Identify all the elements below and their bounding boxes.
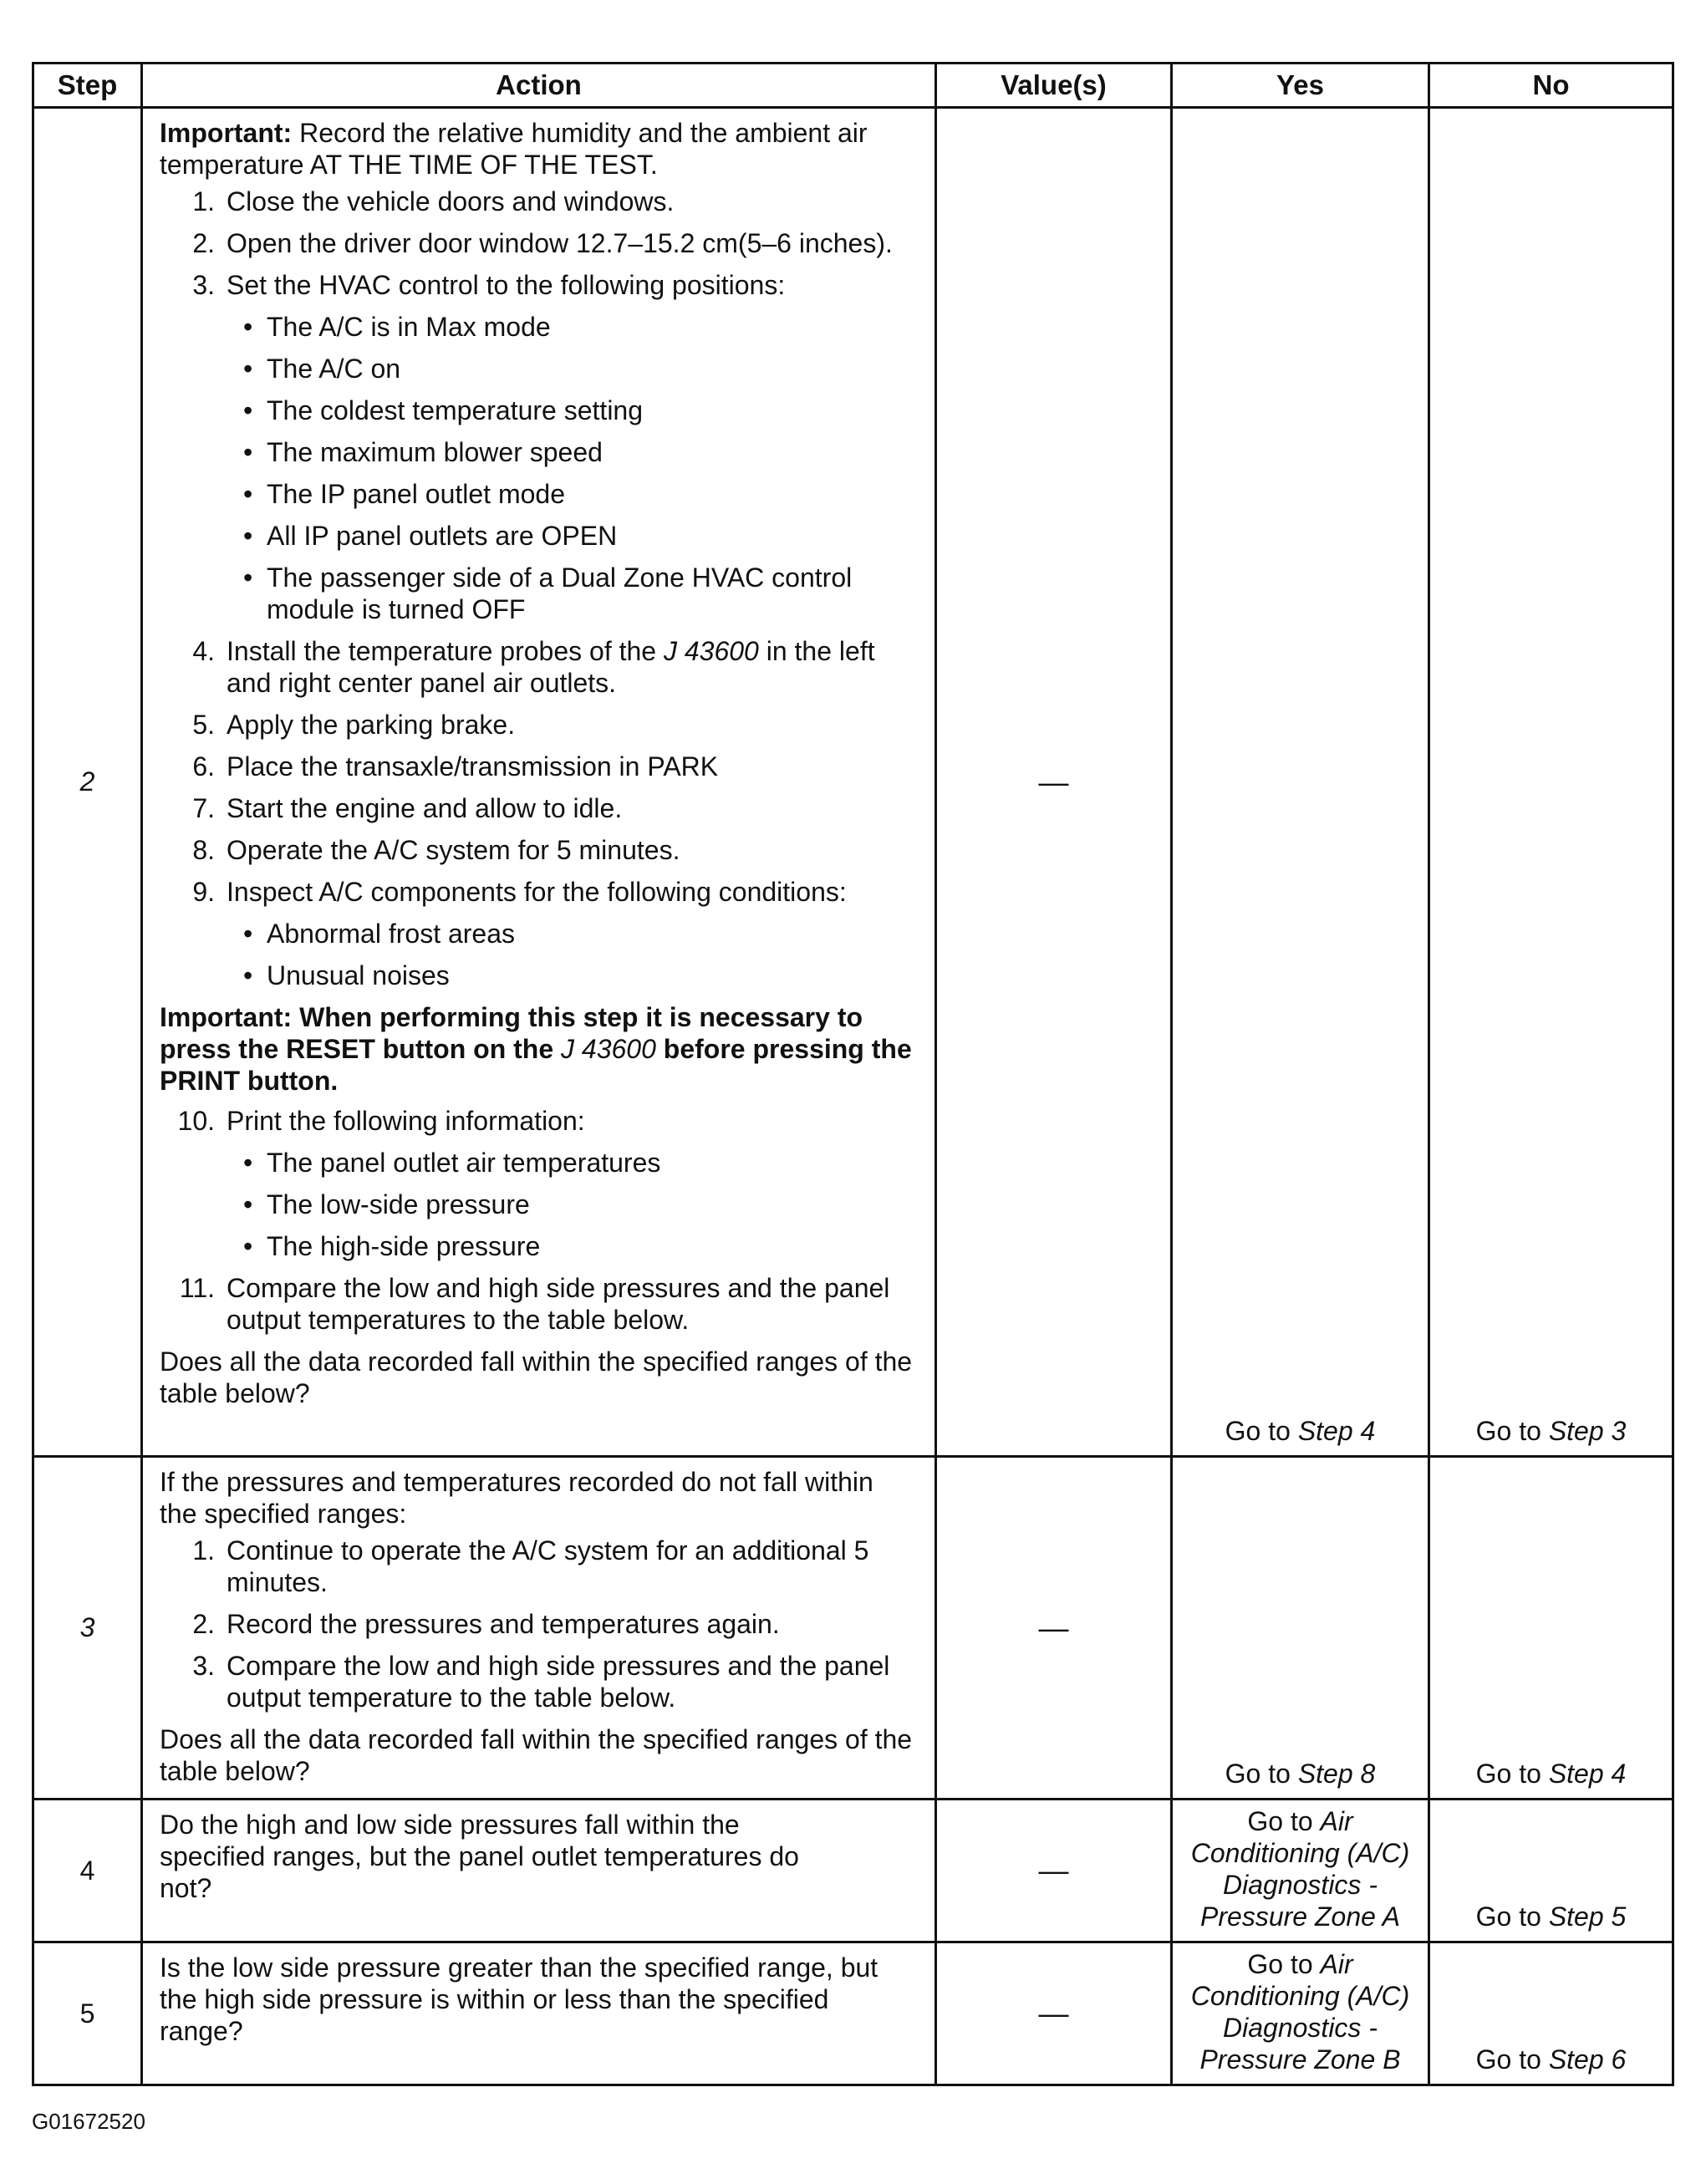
important-text: Record the relative humidity and the ambient air temperature AT THE TIME OF THE TEST. — [160, 118, 868, 180]
list-item: 2. Open the driver door window 12.7–15.2 cm(5–6 inches). — [192, 228, 893, 258]
inspection-conditions-list — [227, 918, 916, 991]
header-values: Value(s) — [936, 64, 1172, 108]
step-link[interactable]: Step 5 — [1548, 1901, 1627, 1932]
no-cell — [1429, 1457, 1673, 1800]
value-cell: — — [936, 108, 1172, 1457]
list-item: 3. Set the HVAC control to the following positions: • The A/C is in Max mode • The A/C on • The coldest temperature setting • The maximum blower speed • The IP panel outlet mode • All IP panel outlets are OPEN • The passenger side of a Dual Zone HVAC control module is turned OFF — [160, 269, 916, 625]
table-row-step-2 — [33, 108, 1673, 1457]
list-item: • Unusual noises — [227, 960, 916, 991]
important-text: before pressing the PRINT button. — [160, 1034, 912, 1096]
important-note — [160, 117, 916, 181]
diagnostic-step-table — [32, 62, 1674, 2086]
go-to-text: Go to — [1225, 1759, 1298, 1789]
figure-code: G01672520 — [32, 2109, 145, 2134]
action-cell — [142, 108, 936, 1457]
diagnostic-table-sheet — [32, 62, 1672, 2086]
question-text: Do the high and low side pressures fall within the specified ranges, but the panel outlet temperatures do not? — [160, 1810, 799, 1903]
step-text: Record the pressures and temperatures again. — [227, 1609, 780, 1639]
value-cell: — — [936, 1457, 1172, 1800]
step-text: Open the driver door window 12.7–15.2 cm(5–6 inches). — [227, 228, 893, 258]
tool-reference: J 43600 — [663, 636, 759, 666]
question-text: Does all the data recorded fall within the specified ranges of the table below? — [160, 1724, 913, 1786]
action-cell — [142, 1800, 936, 1942]
table-row-step-3 — [33, 1457, 1673, 1800]
list-item: • The panel outlet air temperatures — [227, 1147, 916, 1179]
list-item: 8. Operate the A/C system for 5 minutes. — [192, 835, 680, 865]
important-note — [160, 1001, 916, 1097]
step-link[interactable]: Step 4 — [1297, 1416, 1376, 1446]
list-item: 9. Inspect A/C components for the following conditions: • Abnormal frost areas • Unusual noises — [160, 876, 916, 991]
table-row-step-5 — [33, 1942, 1673, 2085]
intro-text: If the pressures and temperatures recorded do not fall within the specified ranges: — [160, 1467, 873, 1529]
step-link[interactable]: Step 8 — [1297, 1759, 1376, 1789]
list-item: 1. Close the vehicle doors and windows. — [192, 186, 675, 216]
list-item: • Abnormal frost areas — [227, 918, 916, 949]
hvac-settings-list — [227, 311, 916, 625]
important-label: Important: — [160, 1002, 293, 1032]
no-cell — [1429, 1800, 1673, 1942]
step-text: Print the following information: — [227, 1106, 585, 1136]
header-action: Action — [142, 64, 936, 108]
list-item: 3. Compare the low and high side pressures and the panel output temperature to the table below. — [192, 1651, 890, 1713]
list-item: • The coldest temperature setting — [227, 395, 916, 426]
step-link[interactable]: Step 4 — [1548, 1759, 1627, 1789]
no-cell — [1429, 108, 1673, 1457]
step-number: 4 — [33, 1800, 142, 1942]
header-step: Step — [33, 64, 142, 108]
list-item: 2. Record the pressures and temperatures again. — [192, 1609, 780, 1639]
yes-cell — [1172, 108, 1429, 1457]
no-cell — [1429, 1942, 1673, 2085]
step-number: 5 — [33, 1942, 142, 2085]
list-item: 1. Continue to operate the A/C system for an additional 5 minutes. — [192, 1535, 869, 1597]
yes-cell — [1172, 1800, 1429, 1942]
list-item: • The high-side pressure — [227, 1230, 916, 1262]
tool-reference: J 43600 — [561, 1034, 656, 1064]
important-label: Important: — [160, 118, 293, 148]
list-item: • The A/C is in Max mode — [227, 311, 916, 343]
step-text: Install the temperature probes of the — [227, 636, 664, 666]
go-to-text: Go to — [1247, 1806, 1321, 1836]
step-text: Start the engine and allow to idle. — [227, 793, 623, 823]
list-item: 5. Apply the parking brake. — [192, 710, 516, 740]
list-item: 11. Compare the low and high side pressures and the panel output temperatures to the table below. — [179, 1273, 890, 1335]
action-cell — [142, 1457, 936, 1800]
go-to-text: Go to — [1475, 1901, 1549, 1932]
value-cell: — — [936, 1800, 1172, 1942]
yes-cell — [1172, 1457, 1429, 1800]
list-item: • The low-side pressure — [227, 1189, 916, 1220]
step-text: Apply the parking brake. — [227, 710, 516, 740]
diagnostics-link[interactable]: Air Conditioning (A/C) Diagnostics - Pressure Zone A — [1190, 1806, 1410, 1932]
list-item: • All IP panel outlets are OPEN — [227, 520, 916, 552]
go-to-text: Go to — [1247, 1949, 1321, 1979]
important-text: When performing this step it is necessary to press the RESET button on the — [160, 1002, 863, 1064]
header-no: No — [1429, 64, 1673, 108]
step-text: Continue to operate the A/C system for an additional 5 minutes. — [227, 1535, 869, 1597]
print-info-list — [227, 1147, 916, 1262]
header-yes: Yes — [1172, 64, 1429, 108]
diagnostics-link[interactable]: Air Conditioning (A/C) Diagnostics - Pressure Zone B — [1190, 1949, 1410, 2075]
table-header-row — [33, 64, 1673, 108]
go-to-text: Go to — [1225, 1416, 1298, 1446]
step-text: Close the vehicle doors and windows. — [227, 186, 675, 216]
list-item: • The maximum blower speed — [227, 436, 916, 468]
step-text: Compare the low and high side pressures and the panel output temperatures to the table below. — [227, 1273, 890, 1335]
table-row-step-4 — [33, 1800, 1673, 1942]
go-to-text: Go to — [1475, 2044, 1549, 2075]
step-text: Set the HVAC control to the following positions: — [227, 270, 786, 300]
go-to-text: Go to — [1475, 1416, 1549, 1446]
step-text: Inspect A/C components for the following conditions: — [227, 877, 847, 907]
list-item: 10. Print the following information: • The panel outlet air temperatures • The low-side pressure • The high-side pressure — [160, 1105, 916, 1262]
list-item: • The A/C on — [227, 353, 916, 384]
step-text: Compare the low and high side pressures and the panel output temperature to the table below. — [227, 1651, 890, 1713]
question-text: Does all the data recorded fall within the specified ranges of the table below? — [160, 1347, 913, 1408]
step-link[interactable]: Step 3 — [1548, 1416, 1627, 1446]
list-item: 4. Install the temperature probes of the J 43600 in the left and right center panel air outlets. — [192, 636, 875, 698]
procedure-steps — [160, 1105, 916, 1336]
list-item: • The passenger side of a Dual Zone HVAC control module is turned OFF — [227, 562, 916, 625]
value-cell: — — [936, 1942, 1172, 2085]
procedure-steps — [160, 186, 916, 991]
step-number: 2 — [33, 108, 142, 1457]
list-item: 6. Place the transaxle/transmission in PARK — [192, 751, 719, 781]
action-cell — [142, 1942, 936, 2085]
step-number: 3 — [33, 1457, 142, 1800]
procedure-steps — [160, 1535, 916, 1713]
step-text: Place the transaxle/transmission in PARK — [227, 751, 719, 781]
list-item: 7. Start the engine and allow to idle. — [192, 793, 623, 823]
yes-cell — [1172, 1942, 1429, 2085]
question-text: Is the low side pressure greater than the specified range, but the high side pressure is within or less than the specified range? — [160, 1952, 878, 2046]
step-link[interactable]: Step 6 — [1548, 2044, 1627, 2075]
step-text: Operate the A/C system for 5 minutes. — [227, 835, 680, 865]
list-item: • The IP panel outlet mode — [227, 478, 916, 510]
go-to-text: Go to — [1475, 1759, 1549, 1789]
step-text: in the left and right center panel air outlets. — [227, 636, 875, 698]
